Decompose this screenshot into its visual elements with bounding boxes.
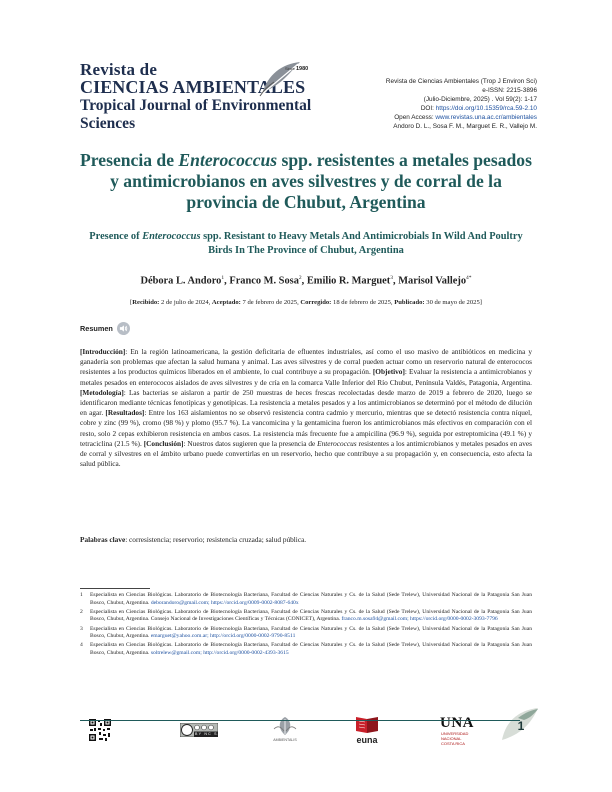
received-date: 2 de julio de 2024, [159,299,212,306]
conclusion-text-b: resistentes a los antimicrobianos y metales pesados en aves de corral y silvestres en el ámbito urbano puede convertirlas en un reservorio, hecho que contribuye a su propagación y, en consecuencia, esto afecta la salud pública. [80,438,532,469]
euna-label: euna [356,735,378,745]
title-es-part2: spp. resistentes a metales pesados y antimicrobianos en aves silvestres y de corral de la provincia de Chubut, Argentina [110,150,532,212]
title-es-part1: Presencia de [80,150,179,170]
abstract-text [80,347,532,469]
accepted-date: 7 de febrero de 2025, [240,299,301,306]
author-affiliation: 1 [221,275,225,281]
speaker-glyph-icon [119,324,128,333]
author-name: Débora L. Andoro [140,275,222,287]
author-affiliation: 2 [298,275,302,281]
journal-name-line1: Revista de [80,60,158,79]
keywords-label: Palabras clave [80,535,126,544]
title-spanish [80,150,532,213]
qr-code-icon[interactable] [88,718,112,742]
author-name: Marisol Vallejo [398,275,467,287]
author-list [80,275,532,286]
ambientalis-label: AMBIENTALIS [273,738,297,742]
intro-text: : En la región latinoamericana, la gestión deficitaria de efluentes industriales, así como el uso masivo de antibióticos en medicina y ganadería son problemas que afectan la salud humana y animal. Las aves silvestres y de corral pueden actuar como un reservorio natural de enterococos resistentes a los productos químicos liberados en el ambiente, lo cual contribuye a su propagación. [80,347,532,377]
accepted-label: Aceptado: [211,299,241,306]
footnote-number: 1 [80,592,83,598]
footnote [80,642,532,657]
footnote-link[interactable]: soltrelew@gmail.com; http://orcid.org/0000-0002-4393-3615 [150,649,289,656]
page-number: 1 [517,719,525,733]
footnote-number: 2 [80,608,83,615]
author-affiliation: 4* [466,275,472,281]
article-meta [317,78,537,131]
author-separator: , [224,275,230,287]
author-separator: , [393,275,399,287]
meta-issn: e-ISSN: 2215-3896 [482,86,537,94]
una-sub3: COSTA RICA [441,741,465,746]
footnote-text: Especialista en Ciencias Biológicas. Laboratorio de Biotecnología Bacteriana, Facultad de Ciencias Naturales y Cs. de la Salud (Sede Trelew), Universidad Nacional de la Patagonia San Juan Bosco, Chubut, Argentina. [90,592,532,606]
dates-open-bracket: [ [130,299,133,306]
meta-doi [317,105,537,114]
intro-label: [Introducción] [80,347,126,356]
euna-book-icon [352,715,382,735]
conclusion-italic: Enterococcus [317,438,357,448]
title-en-part2: spp. Resistant to Heavy Metals And Antimicrobials In Wild And Poultry Birds In The Province of Chubut, Argentina [200,231,523,256]
footnote-link[interactable]: franco.m.sosa94@gmail.com; https://orcid.org/0000-0002-3093-7796 [341,616,498,623]
author-name: Franco M. Sosa [229,275,299,287]
footnote-text: Especialista en Ciencias Biológicas. Laboratorio de Biotecnología Bacteriana, Facultad de Ciencias Naturales y Cs. de la Salud (Sede Trelew), Universidad Nacional de la Patagonia San Juan Bosco, Chubut, Argentina. Consejo Nacional de Investigaciones Científicas y Técnicas (CONICET), Argentina. [90,608,532,623]
corrected-label: Corregido: [300,299,332,306]
oa-label: Open Access: [394,113,436,121]
title-es-italic: Enterococcus [178,150,278,170]
meta-journal: Revista de Ciencias Ambientales (Trop J Environ Sci) [385,78,537,85]
footnote [80,609,532,624]
methodology-label: [Metodología] [80,387,124,397]
journal-name-line3: Tropical Journal of Environmental Sciences [80,97,312,132]
dates-close-bracket: ] [479,299,482,306]
footnote [80,592,532,607]
results-label: [Resultados] [105,408,145,418]
objective-text: : Evaluar la resistencia a antimicrobianos y metales pesados en enterococos aislados de aves silvestres y de cría en la comarca Valle Inferior del Río Chubut, Península Valdés, Patagonia, Argentina. [80,367,532,387]
conclusion-label: [Conclusión] [143,438,184,448]
title-en-part1: Presence of [89,231,143,242]
footnote-divider [80,588,150,589]
footnote-text: Especialista en Ciencias Biológicas. Laboratorio de Biotecnología Bacteriana, Facultad de Ciencias Naturales y Cs. de la Salud (Sede Trelew), Universidad Nacional de la Patagonia San Juan Bosco, Chubut, Argentina. [90,642,532,656]
conclusion-text-a: : Nuestros datos sugieren que la presencia de [183,438,318,448]
journal-name-line2: CIENCIAS AMBIENTALES [80,77,306,97]
resumen-label: Resumen [80,324,113,333]
footnotes [80,592,532,659]
footnote-text: Especialista en Ciencias Biológicas. Laboratorio de Biotecnología Bacteriana, Facultad de Ciencias Naturales y Cs. de la Salud (Sede Trelew), Universidad Nacional de la Patagonia San Juan Bosco, Chubut, Argentina. [90,625,532,640]
objective-label: [Objetivo] [372,367,405,377]
meta-volume: (Julio-Diciembre, 2025) . Vol 59(2): 1-17 [423,95,537,103]
open-access-link[interactable]: www.revistas.una.ac.cr/ambientales [435,113,537,121]
resumen-heading [80,322,130,335]
published-date: 30 de mayo de 2025 [424,299,480,306]
keywords [80,535,532,544]
author-affiliation: 3 [390,275,394,281]
keywords-text: : corresistencia; reservorio; resistencia cruzada; salud pública. [125,535,307,544]
title-en-italic: Enterococcus [142,231,201,242]
footnote-body [90,609,532,624]
una-sub1: UNIVERSIDAD [441,731,469,736]
methodology-text: : Las bacterias se aislaron a partir de 250 muestras de heces frescas recolectadas desde marzo de 2019 a febrero de 2020, luego se identificaron mediante técnicas fenotípicas y genotípicas. La resistencia a metales pesados y a los antimicrobianos se determinó por el método de dilución en agar. [80,387,532,418]
doi-label: DOI: [420,104,436,112]
doi-link[interactable]: https://doi.org/10.15359/rca.59-2.10 [435,104,537,112]
footnote-link[interactable]: emarguet@yahoo.com.ar; http://orcid.org/0000-0002-9790-8511 [150,633,296,640]
cc-license-badge[interactable] [180,723,222,737]
results-text: : Entre los 163 aislamientos no se observó resistencia contra cadmio y mercurio, mientras que se detectó resistencia contra níquel, cobre y zinc (99 %), cromo (98 %) y plomo (95.7 %). La vancomicina y la gentamicina fueron los antimicrobianos más efectivos en comparación con el resto, solo 2 cepas exhibieron resistencia en ambos casos. La resistencia más frecuente fue a ampicilina (96.9 %), seguida por estreptomicina (49.1 %) y tetraciclina (21.5 %). [80,408,532,448]
footnote [80,626,532,641]
title-english [85,230,527,257]
footnote-number: 4 [80,642,83,649]
meta-open-access [317,114,537,123]
una-sub2: NACIONAL [441,736,462,741]
author-name: Emilio R. Marguet [306,275,391,287]
footnote-link[interactable]: deborandoro@gmail.com; https://orcid.org/0009-0002-8087-640x [150,599,299,606]
footnote-body [90,642,532,657]
received-label: Recibido: [132,299,160,306]
published-label: Publicado: [394,299,425,306]
article-dates [80,299,532,306]
footnote-body [90,626,532,641]
footnote-number: 3 [80,625,83,632]
footnote-body [90,592,532,607]
author-separator: , [301,275,307,287]
meta-authors-short: Andoro D. L., Sosa F. M., Marguet E. R., Vallejo M. [393,122,537,130]
cc-text: BY NC SA [195,731,222,736]
footer-divider [80,720,520,721]
ambientalis-icon [268,715,302,737]
una-main: UNA [440,715,474,731]
since-year: 1980 [296,66,309,72]
corrected-date: 18 de febrero de 2025, [331,299,395,306]
speaker-icon[interactable] [117,322,130,335]
since-label: Since [285,66,296,71]
